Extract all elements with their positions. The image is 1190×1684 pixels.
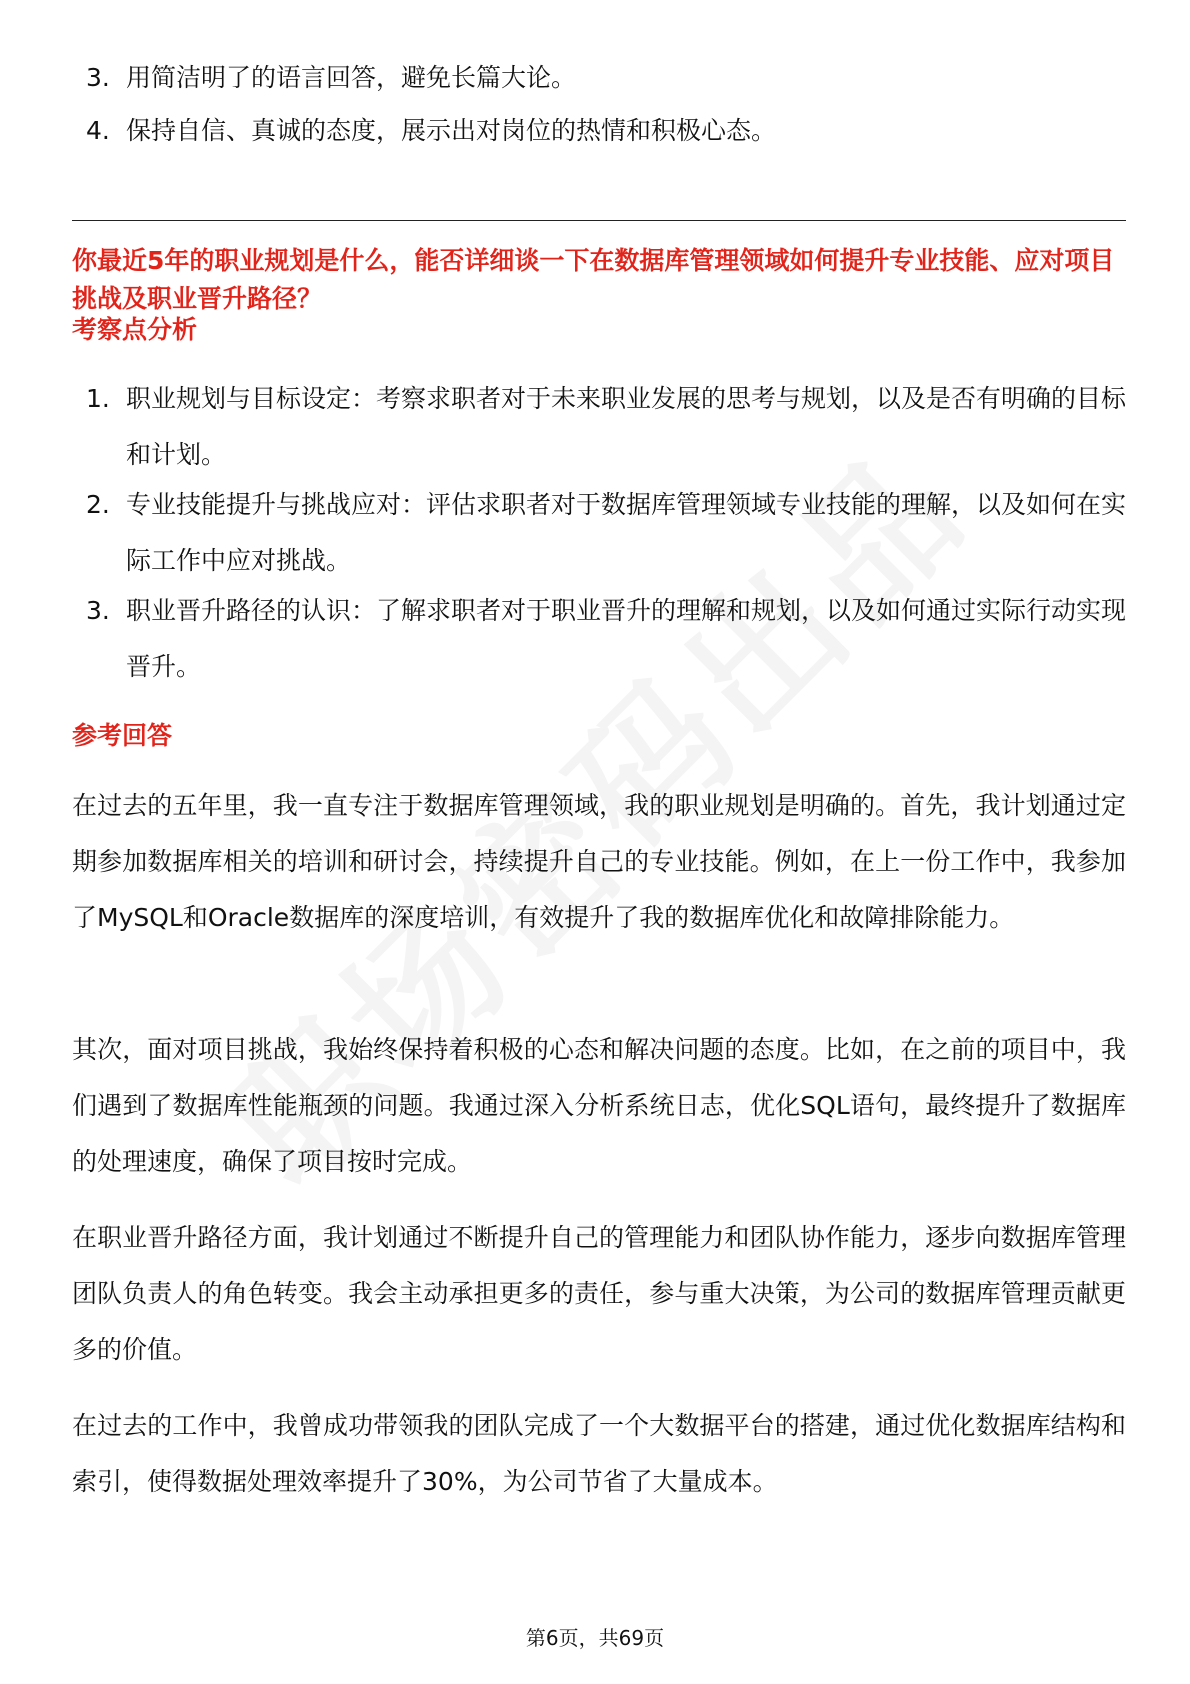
- page-number: 第6页，共69页: [525, 1626, 665, 1650]
- list-item: [86, 50, 1126, 106]
- section-divider: [72, 220, 1126, 221]
- analysis-item: [86, 477, 1126, 589]
- list-number: 4.: [86, 116, 110, 145]
- list-text: 保持自信、真诚的态度，展示出对岗位的热情和积极心态。: [126, 116, 777, 145]
- list-number: 3.: [86, 596, 110, 625]
- analysis-item: [86, 371, 1126, 483]
- list-number: 1.: [86, 384, 110, 413]
- list-text: 职业规划与目标设定：考察求职者对于未来职业发展的思考与规划，以及是否有明确的目标和计划。: [126, 384, 1127, 469]
- list-item: [86, 103, 1126, 159]
- answer-paragraph: 在过去的工作中，我曾成功带领我的团队完成了一个大数据平台的搭建，通过优化数据库结构和索引，使得数据处理效率提升了30%，为公司节省了大量成本。: [72, 1411, 1126, 1496]
- answer-paragraph: 在过去的五年里，我一直专注于数据库管理领域，我的职业规划是明确的。首先，我计划通过定期参加数据库相关的培训和研讨会，持续提升自己的专业技能。例如，在上一份工作中，我参加了MySQL和Oracle数据库的深度培训，有效提升了我的数据库优化和故障排除能力。: [72, 791, 1126, 932]
- list-number: 2.: [86, 490, 110, 519]
- analysis-item: [86, 583, 1126, 695]
- list-number: 3.: [86, 63, 110, 92]
- analysis-heading: 考察点分析: [72, 315, 198, 344]
- list-text: 用简洁明了的语言回答，避免长篇大论。: [126, 63, 577, 92]
- answer-paragraph: 在职业晋升路径方面，我计划通过不断提升自己的管理能力和团队协作能力，逐步向数据库管理团队负责人的角色转变。我会主动承担更多的责任，参与重大决策，为公司的数据库管理贡献更多的价值。: [72, 1223, 1126, 1364]
- answer-paragraph: 其次，面对项目挑战，我始终保持着积极的心态和解决问题的态度。比如，在之前的项目中，我们遇到了数据库性能瓶颈的问题。我通过深入分析系统日志，优化SQL语句，最终提升了数据库的处理速度，确保了项目按时完成。: [72, 1035, 1126, 1176]
- question-title: 你最近5年的职业规划是什么，能否详细谈一下在数据库管理领域如何提升专业技能、应对项目挑战及职业晋升路径？: [72, 246, 1115, 313]
- list-text: 专业技能提升与挑战应对：评估求职者对于数据库管理领域专业技能的理解，以及如何在实际工作中应对挑战。: [126, 490, 1127, 575]
- list-text: 职业晋升路径的认识：了解求职者对于职业晋升的理解和规划，以及如何通过实际行动实现晋升。: [126, 596, 1127, 681]
- answer-heading: 参考回答: [72, 721, 173, 750]
